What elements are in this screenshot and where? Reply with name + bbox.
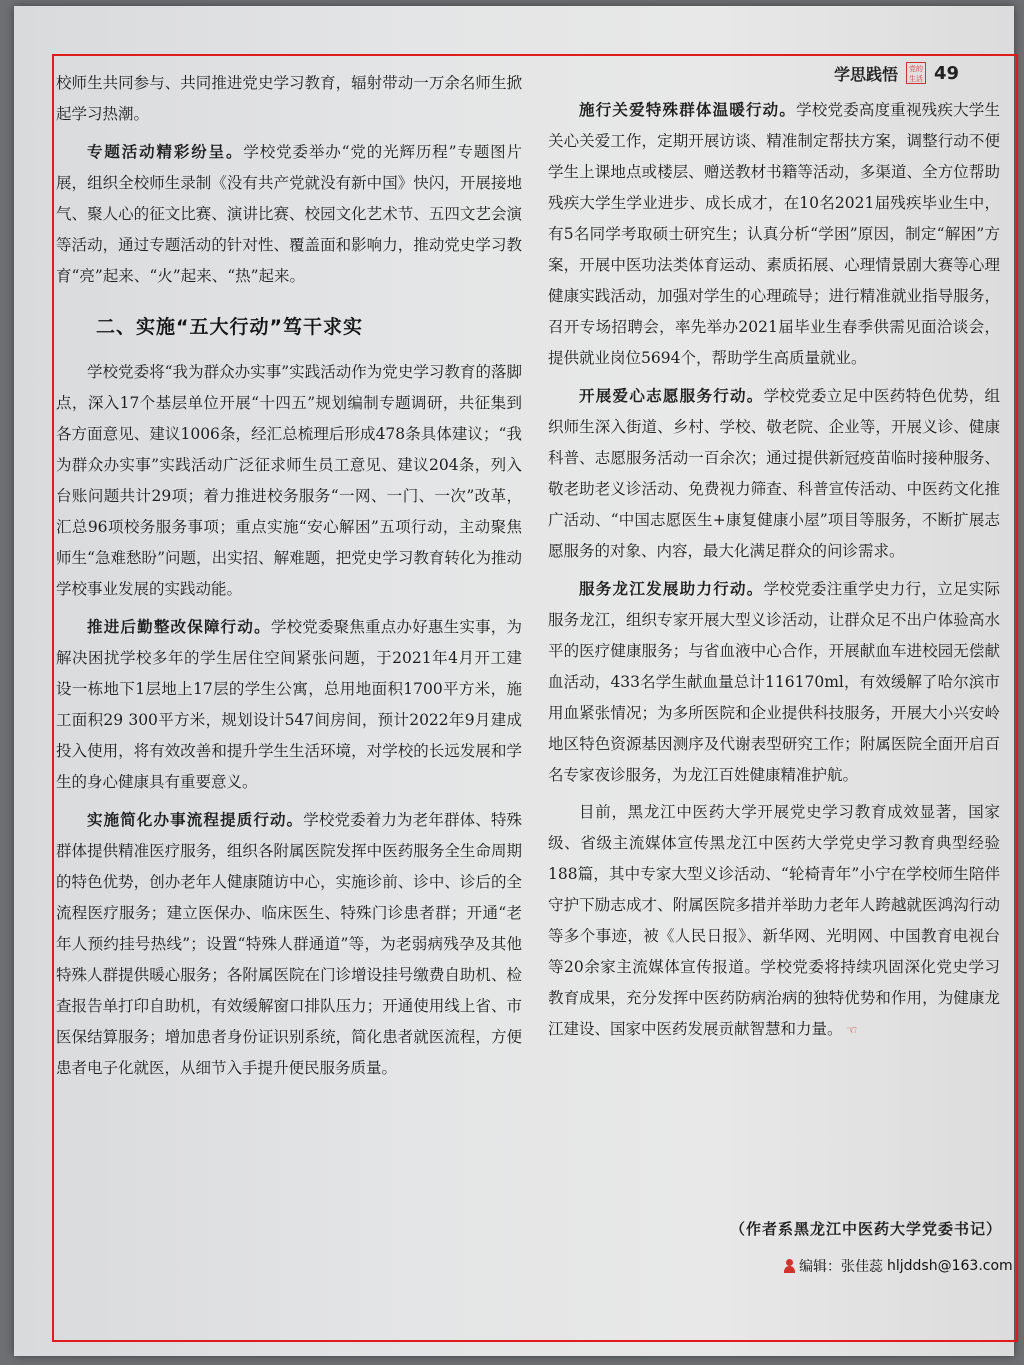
page-header	[834, 58, 984, 88]
editor-email: hljddsh@163.com	[887, 1258, 1013, 1274]
right-paragraph-longjiang	[548, 573, 1000, 791]
editor-label: 编辑：张佳蕊	[799, 1259, 883, 1275]
person-icon	[784, 1259, 795, 1273]
section-title: 学思践悟	[834, 64, 899, 84]
paragraph-body: 学校党委着力为老年群体、特殊群体提供精准医疗服务，组织各附属医院发挥中医药服务全生命周期的特色优势，创办老年人健康随访中心，实施诊前、诊中、诊后的全流程医疗服务；建立医保办、临床医生、特殊门诊患者群；开通“老年人预约挂号热线”；设置“特殊人群通道”等，为老弱病残孕及其他特殊人群提供暖心服务；各附属医院在门诊增设挂号缴费自助机、检查报告单打印自助机，有效缓解窗口排队压力；开通使用线上省、市医保结算服务；增加患者身份证识别系统，简化患者就医流程，方便患者电子化就医，从细节入手提升便民服务质量。	[56, 811, 522, 1077]
left-paragraph-special-activities	[56, 136, 522, 292]
right-column	[548, 94, 1000, 1046]
paragraph-lead: 服务龙江发展助力行动。	[579, 579, 764, 598]
paragraph-lead: 施行关爱特殊群体温暖行动。	[579, 100, 797, 119]
paragraph-body: 学校党委高度重视残疾大学生关心关爱工作，定期开展访谈、精准制定帮扶方案，调整行动不便学生上课地点或楼层、赠送教材书籍等活动，多渠道、全方位帮助残疾大学生学业进步、成长成才，在10名2021届残疾毕业生中，有5名同学考取硕士研究生；认真分析“学困”原因，制定“解困”方案，开展中医功法类体育运动、素质拓展、心理情景剧大赛等心理健康实践活动，加强对学生的心理疏导；进行精准就业指导服务，召开专场招聘会，率先举办2021届毕业生春季供需见面洽谈会，提供就业岗位5694个，帮助学生高质量就业。	[548, 101, 1000, 367]
left-column	[56, 68, 522, 1084]
paragraph-lead: 实施简化办事流程提质行动。	[87, 810, 304, 829]
paragraph-body: 学校党委注重学史力行，立足实际服务龙江，组织专家开展大型义诊活动，让群众足不出户体验高水平的医疗健康服务；与省血液中心合作，开展献血车进校园无偿献血活动，433名学生献血量总计116170ml，有效缓解了哈尔滨市用血紧张情况；为多所医院和企业提供科技服务，开展大小兴安岭地区特色资源基因测序及代谢表型研究工作；附属医院全面开启百名专家夜诊服务，为龙江百姓健康精准护航。	[548, 580, 1000, 784]
paragraph-lead: 推进后勤整改保障行动。	[87, 617, 271, 636]
right-paragraph-conclusion	[548, 797, 1000, 1046]
section-heading: 二、实施“五大行动”笃干求实	[96, 316, 363, 338]
paragraph-lead: 开展爱心志愿服务行动。	[579, 386, 764, 405]
editor-credit	[784, 1256, 1014, 1276]
left-paragraph-continued: 校师生共同参与、共同推进党史学习教育，辐射带动一万余名师生掀起学习热潮。	[56, 74, 522, 123]
paragraph-body: 目前，黑龙江中医药大学开展党史学习教育成效显著，国家级、省级主流媒体宣传黑龙江中医药大学党史学习教育典型经验188篇，其中专家大型义诊活动、“轮椅青年”小宁在学校师生陪伴守护下励志成才、附属医院多措并举助力老年人跨越就医鸿沟行动等多个事迹，被《人民日报》、新华网、光明网、中国教育电视台等20余家主流媒体宣传报道。学校党委将持续巩固深化党史学习教育成果，充分发挥中医药防病治病的独特优势和作用，为健康龙江建设、国家中医药发展贡献智慧和力量。	[548, 803, 1000, 1038]
left-paragraph-five-actions: 学校党委将“我为群众办实事”实践活动作为党史学习教育的落脚点，深入17个基层单位开展“十四五”规划编制专题调研，共征集到各方面意见、建议1006条，经汇总梳理后形成478条具体建议；“我为群众办实事”实践活动广泛征求师生员工意见、建议204条，列入台账问题共计29项；着力推进校务服务“一网、一门、一次”改革，汇总96项校务服务事项；重点实施“安心解困”五项行动，主动聚焦师生“急难愁盼”问题，出实招、解难题，把党史学习教育转化为推动学校事业发展的实践动能。	[56, 363, 522, 598]
paragraph-body: 学校党委聚焦重点办好惠生实事，为解决困扰学校多年的学生居住空间紧张问题，于2021年4月开工建设一栋地下1层地上17层的学生公寓，总用地面积1700平方米，施工面积29 300平方米，规划设计547间房间，预计2022年9月建成投入使用，将有效改善和提升学生生活环境，对学校的长远发展和学生的身心健康具有重要意义。	[56, 618, 522, 791]
page-number: 49	[934, 62, 960, 84]
right-paragraph-volunteer	[548, 380, 1000, 567]
magazine-logo: 党的生活	[906, 62, 926, 84]
left-paragraph-simplify-process	[56, 804, 522, 1084]
paragraph-body: 学校党委举办“党的光辉历程”专题图片展，组织全校师生录制《没有共产党就没有新中国》快闪，开展接地气、聚人心的征文比赛、演讲比赛、校园文化艺术节、五四文艺会演等活动，通过专题活动的针对性、覆盖面和影响力，推动党史学习教育“亮”起来、“火”起来、“热”起来。	[56, 143, 522, 285]
left-paragraph-logistics	[56, 611, 522, 798]
paragraph-lead: 专题活动精彩纷呈。	[87, 142, 244, 161]
paragraph-body: 学校党委立足中医药特色优势，组织师生深入街道、乡村、学校、敬老院、企业等，开展义诊、健康科普、志愿服务活动一百余次；通过提供新冠疫苗临时接种服务、敬老助老义诊活动、免费视力筛查、科普宣传活动、中医药文化推广活动、“中国志愿医生+康复健康小屋”项目等服务，不断扩展志愿服务的对象、内容，最大化满足群众的问诊需求。	[548, 387, 1000, 560]
author-byline: （作者系黑龙江中医药大学党委书记）	[730, 1220, 1003, 1238]
right-paragraph-special-groups	[548, 94, 1000, 374]
end-mark-icon: ☜	[846, 1023, 858, 1037]
